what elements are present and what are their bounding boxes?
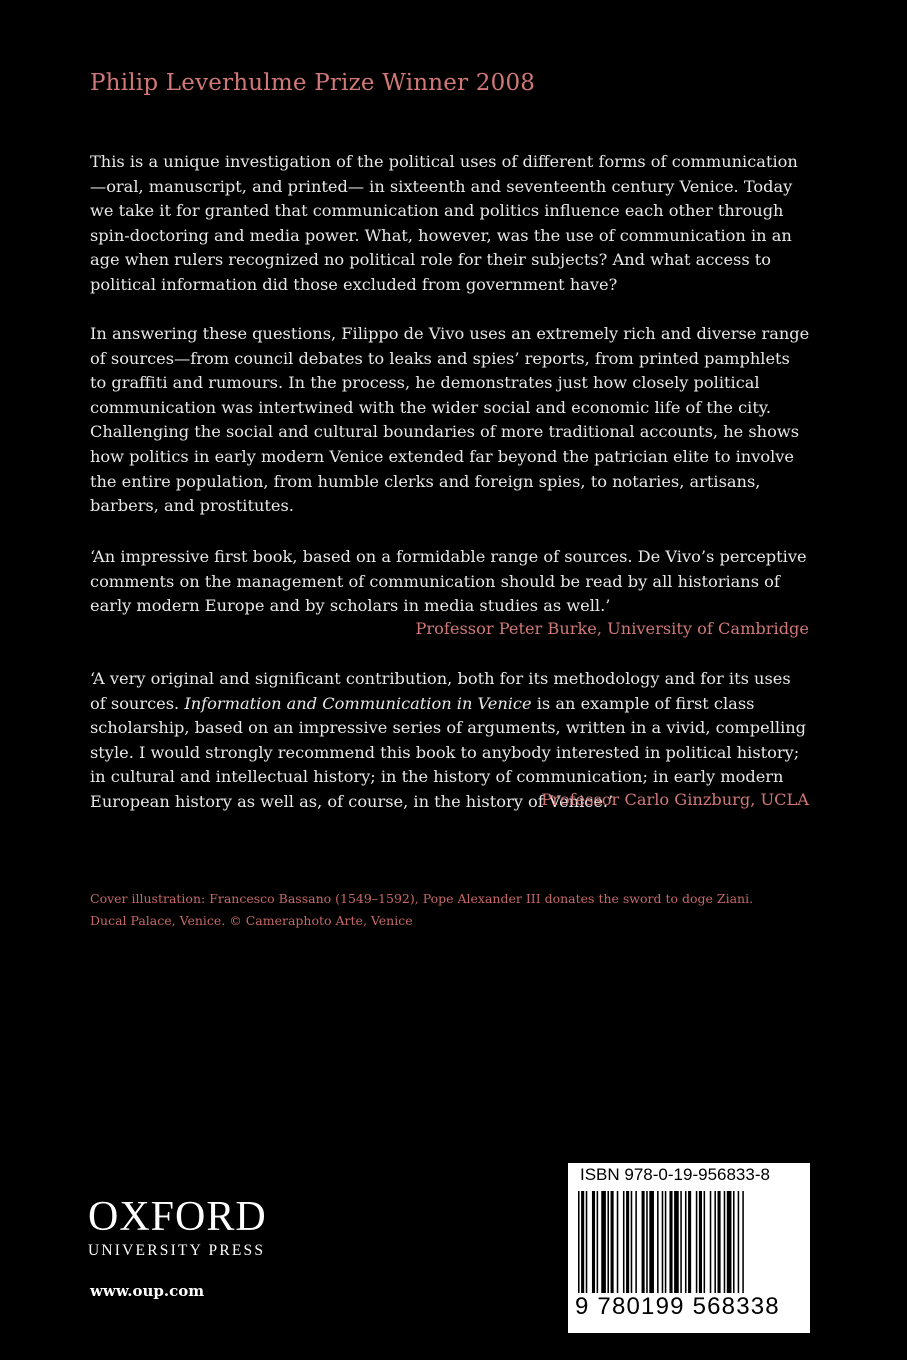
barcode-bar	[581, 1191, 584, 1303]
publisher-url[interactable]: www.oup.com	[90, 1282, 205, 1300]
barcode-bar	[704, 1191, 706, 1303]
barcode-bar	[699, 1191, 702, 1303]
review-quote-1: ‘An impressive first book, based on a formidable range of sources. De Vivo’s perceptive comments on the management of communication should be read by all historians of early modern Europe and by scholars in media studies as well.’	[90, 547, 807, 616]
barcode-bar	[674, 1191, 679, 1303]
barcode-bar	[696, 1191, 698, 1303]
barcode-bar	[586, 1191, 588, 1303]
book-title-italic: Information and Communication in Venice	[184, 693, 532, 713]
barcode-bar	[718, 1191, 721, 1303]
review-quote-2-end: is an example of first class scholarship, based on an impressive series of arguments, written in a vivid, compelling style. I would strongly recommend this book to anybody interested in political history; in cultural and intellectual history; in the history of communication; in early modern European history as well as, of course, in the history of Venice.’	[90, 693, 807, 811]
barcode-bar	[626, 1191, 629, 1303]
barcode-bar	[642, 1191, 645, 1303]
isbn-label: ISBN 978-0-19-956833-8	[580, 1165, 770, 1184]
barcode-bar	[685, 1191, 687, 1303]
publisher-name: OXFORD	[88, 1194, 267, 1240]
barcode-bars	[578, 1191, 800, 1303]
barcode-bar	[597, 1191, 599, 1303]
barcode-bar	[635, 1191, 637, 1303]
barcode-bar	[688, 1191, 691, 1303]
barcode-bar	[665, 1191, 667, 1303]
barcode-bar	[649, 1191, 654, 1303]
review-attribution-2: Professor Carlo Ginzburg, UCLA	[541, 790, 809, 809]
review-attribution-1: Professor Peter Burke, University of Cambridge	[415, 619, 809, 638]
barcode-bar	[710, 1191, 712, 1303]
prize-heading: Philip Leverhulme Prize Winner 2008	[90, 70, 536, 96]
barcode-bar	[742, 1191, 744, 1303]
barcode-bar	[680, 1191, 682, 1303]
barcode-bar	[727, 1191, 732, 1303]
barcode-bar	[657, 1191, 659, 1303]
barcode-bar	[617, 1191, 619, 1303]
barcode-bar	[607, 1191, 609, 1303]
barcode-bar	[601, 1191, 606, 1303]
cover-credit-line-2: Ducal Palace, Venice. © Cameraphoto Arte, Venice	[90, 913, 413, 928]
barcode-bar	[623, 1191, 625, 1303]
blurb-paragraph-1: This is a unique investigation of the political uses of different forms of communication—oral, manuscript, and printed— in sixteenth and seventeenth century Venice. Today we take it for granted that communication and politics influence each other through spin-doctoring and media power. What, however, was the use of communication in an age when rulers recognized no political role for their subjects? And what access to political information did those excluded from government have?	[90, 152, 798, 294]
barcode-bar	[714, 1191, 716, 1303]
publisher-logo	[88, 1196, 267, 1260]
blurb-paragraph-2: In answering these questions, Filippo de Vivo uses an extremely rich and diverse range of sources—from council debates to leaks and spies’ reports, from printed pamphlets to graffiti and rumours. In the process, he demonstrates just how closely political communication was intertwined with the wider social and economic life of the city. Challenging the social and cultural boundaries of more traditional accounts, he shows how politics in early modern Venice extended far beyond the patrician elite to involve the entire population, from humble clerks and foreign spies, to notaries, artisans, barbers, and prostitutes.	[90, 324, 810, 516]
barcode-bar	[724, 1191, 726, 1303]
barcode-bar	[669, 1191, 672, 1303]
review-quote-2-start: ‘A very original and significant contribution, both for its methodology and for its uses of sources.	[90, 669, 791, 713]
barcode-bar	[611, 1191, 614, 1303]
barcode-bar	[646, 1191, 648, 1303]
barcode-bar	[662, 1191, 664, 1303]
publisher-subtitle: UNIVERSITY PRESS	[88, 1242, 266, 1259]
isbn-barcode	[568, 1163, 810, 1333]
barcode-bar	[738, 1191, 740, 1303]
barcode-bar	[592, 1191, 595, 1303]
cover-credit-line-1: Cover illustration: Francesco Bassano (1549–1592), Pope Alexander III donates the sword to doge Ziani.	[90, 891, 754, 906]
barcode-digits-text: 9 780199 568338	[575, 1293, 780, 1320]
barcode-bar	[631, 1191, 633, 1303]
barcode-bar	[578, 1191, 580, 1303]
barcode-bar	[733, 1191, 735, 1303]
cover-credit	[90, 888, 790, 932]
barcode-digits	[574, 1293, 806, 1321]
